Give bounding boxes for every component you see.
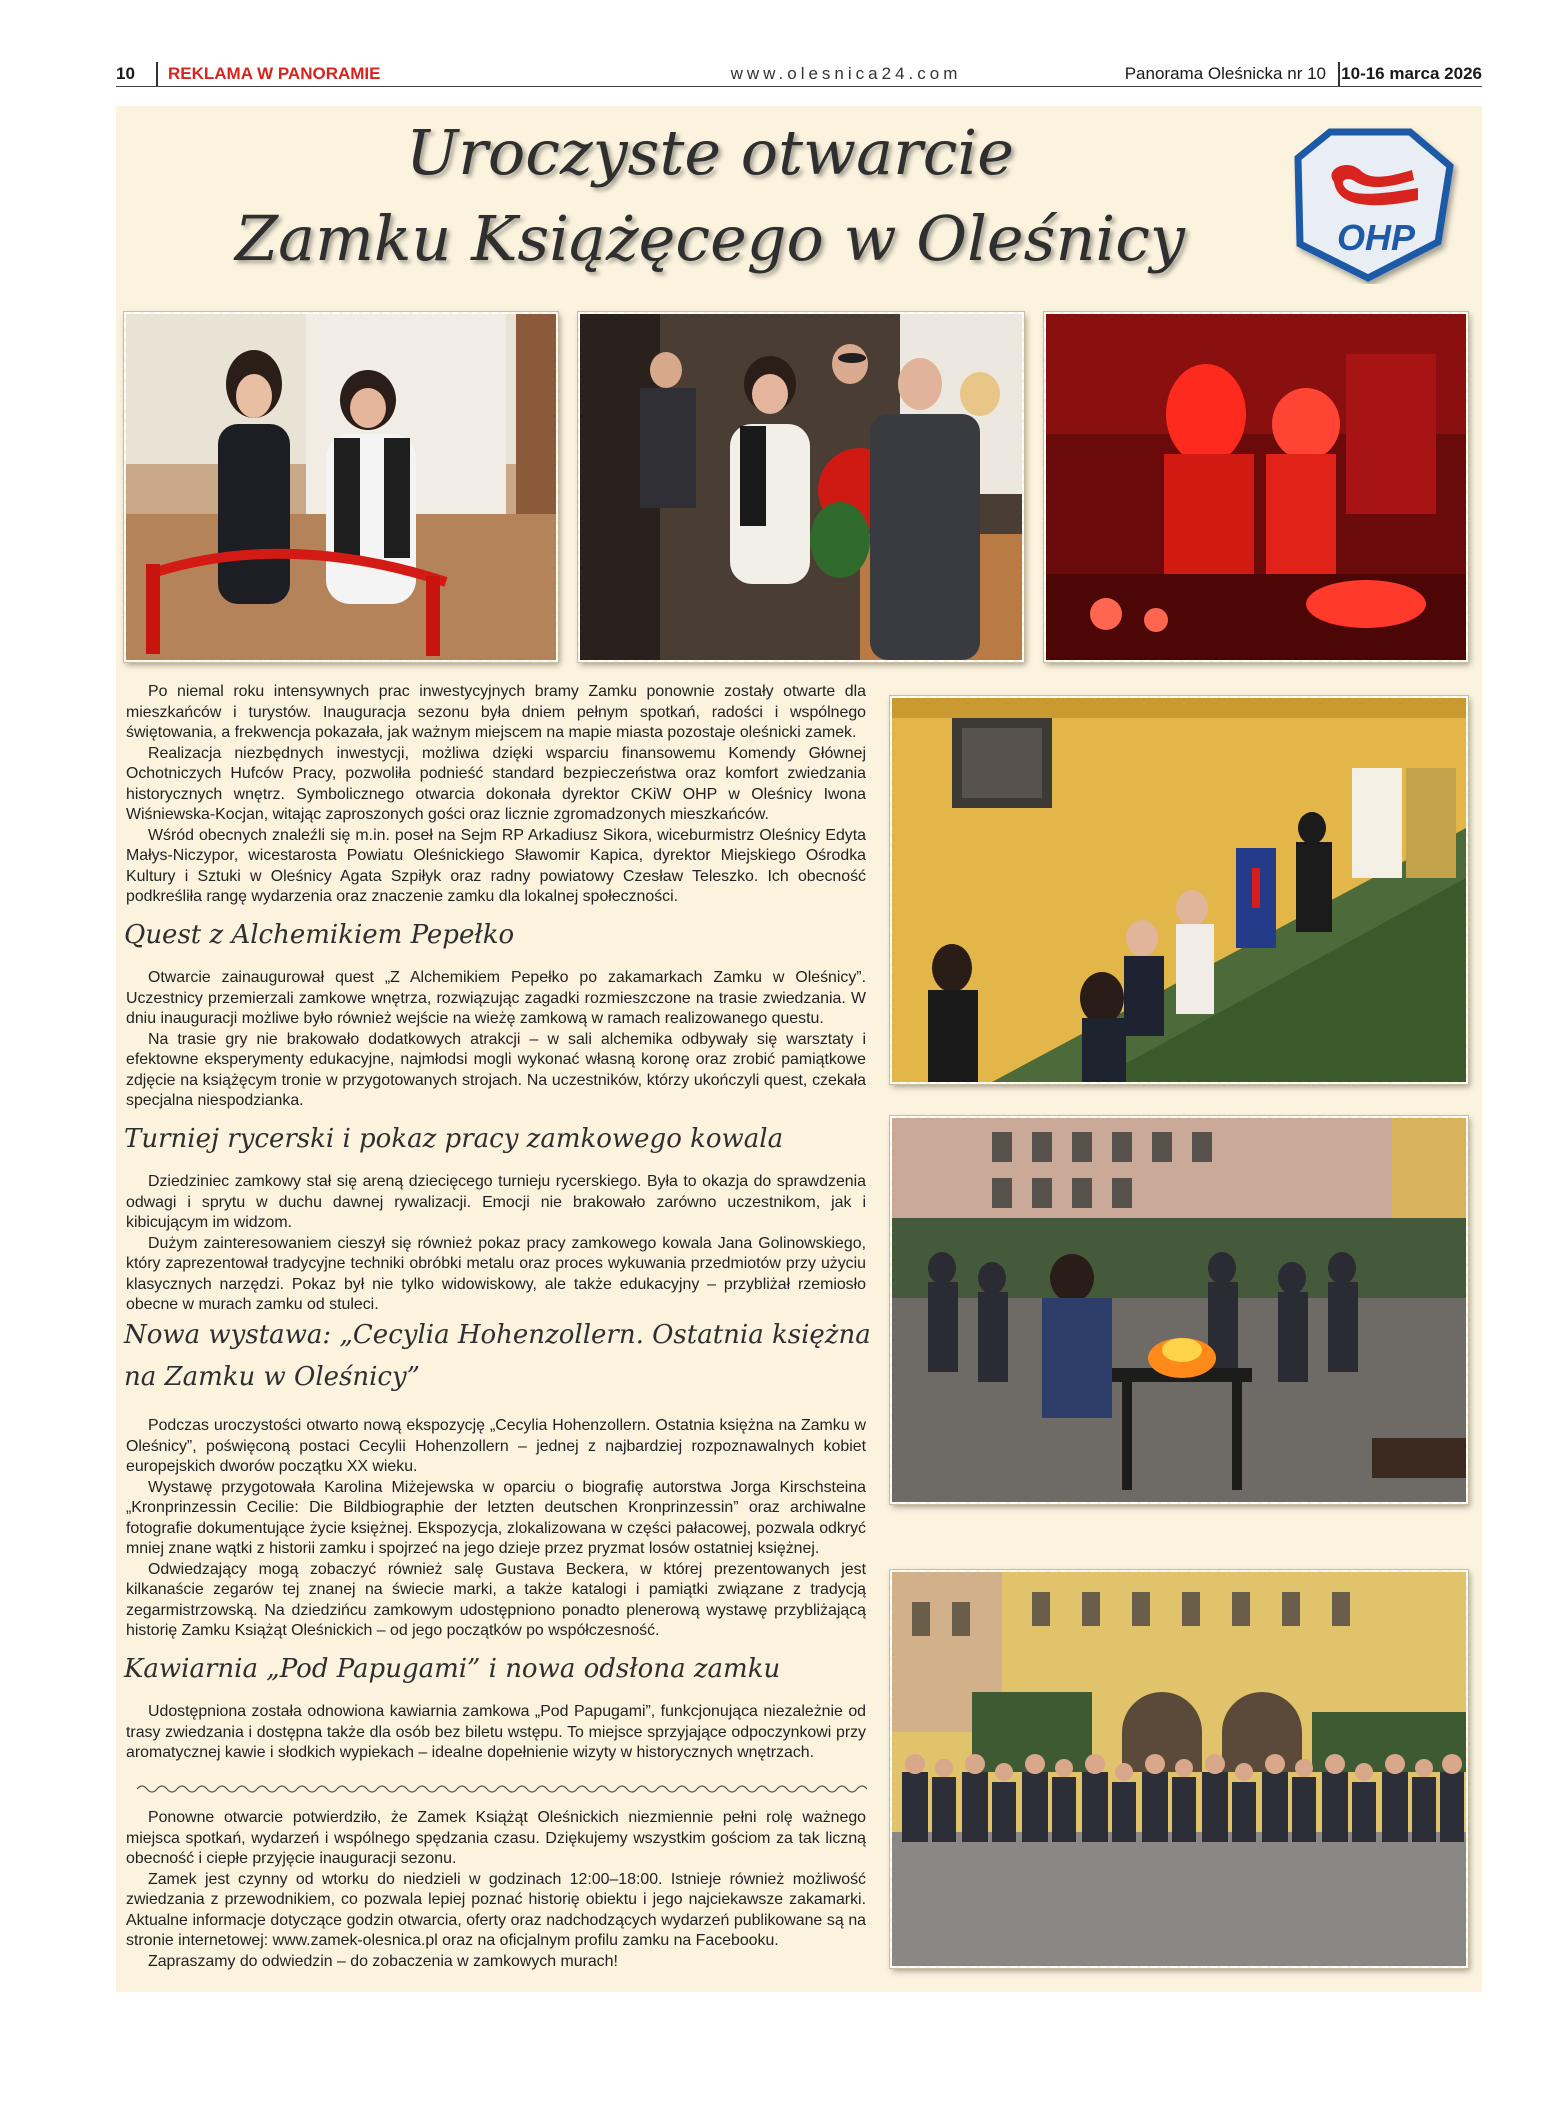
article-closing xyxy=(126,1808,866,1972)
header-divider xyxy=(156,62,158,86)
paragraph: Zapraszamy do odwiedzin – do zobaczenia w zamkowych murach! xyxy=(148,1952,618,1970)
wave-divider xyxy=(137,1782,867,1796)
section-body xyxy=(126,1172,866,1316)
photo-costumed-actors xyxy=(890,696,1468,1084)
paragraph: Podczas uroczystości otwarto nową ekspozycję „Cecylia Hohenzollern. Ostatnia księżna na Zamku w Oleśnicy”, poświęconą postaci Cecylii Hohenzollern – jednej z najbardziej rozpoznawalnych kobiet europejskich dworów początku XX wieku. xyxy=(126,1417,866,1475)
paragraph: Dużym zainteresowaniem cieszył się również pokaz pracy zamkowego kowala Jana Golinowskiego, który zaprezentował tradycyjne techniki obróbki metalu oraz proces wykuwania przedmiotów przy użyciu klasycznych narzędzi. Pokaz był nie tylko widowiskowy, ale także edukacyjny – przybliżał rzemiosło obecne w murach zamku od stuleci. xyxy=(126,1234,866,1313)
photo-blacksmith-forge xyxy=(890,1116,1468,1504)
section-label: REKLAMA W PANORAMIE xyxy=(168,64,381,83)
title-line-1: Uroczyste otwarcie xyxy=(406,116,1014,189)
paragraph: Dziedziniec zamkowy stał się areną dziecięcego turnieju rycerskiego. Była to okazja do sprawdzenia odwagi i sprytu w duchu dawnej rywalizacji. Emocji nie brakowało zarówno uczestnikom, jak i kibicującym im widzom. xyxy=(126,1173,866,1231)
page-header xyxy=(116,60,1482,88)
page-title xyxy=(150,112,1270,284)
paragraph: Na trasie gry nie brakowało dodatkowych atrakcji – w sali alchemika odbywały się warsztaty i efektowne eksperymenty edukacyjne, najmłodsi mogli wykonać własną koronę oraz zrobić pamiątkowe zdjęcie na książęcym tronie w przygotowanych strojach. Na uczestników, którzy ukończyli quest, czekała specjalna niespodzianka. xyxy=(126,1030,866,1109)
paragraph: Odwiedzający mogą zobaczyć również salę Gustava Beckera, w której prezentowanych jest kilkanaście zegarów tej znanej na świecie marki, a także katalogi i pamiątki związane z tradycją zegarmistrzowską. Na dziedzińcu zamkowym udostępniono ponadto plenerową wystawę przybliżającą historię Zamku Książąt Oleśnickich – od jego początków po współczesność. xyxy=(126,1560,866,1639)
paragraph: Udostępniona została odnowiona kawiarnia zamkowa „Pod Papugami”, funkcjonująca niezależnie od trasy zwiedzania i dostępna także dla osób bez biletu wstępu. To miejsce sprzyjające odpoczynkowi przy aromatycznej kawie i słodkich wypiekach – idealne dopełnienie wizyty w historycznych wnętrzach. xyxy=(126,1703,866,1761)
paragraph: Wśród obecnych znaleźli się m.in. poseł na Sejm RP Arkadiusz Sikora, wiceburmistrz Oleśnicy Edyta Małys-Niczypor, wicestarosta Powiatu Oleśnickiego Sławomir Kapica, dyrektor Miejskiego Ośrodka Kultury i Sztuki w Oleśnicy Agata Szpiłyk oraz radny powiatowy Czesław Teleszko. Ich obecność podkreśliła rangę wydarzenia oraz znaczenie zamku dla lokalnej społeczności. xyxy=(126,826,866,905)
article-intro xyxy=(126,682,866,908)
paragraph: Wystawę przygotowała Karolina Miżejewska w oparciu o biografię autorstwa Jorga Kirschsteina „Kronprinzessin Cecilie: Die Bildbiographie der letzten deutschen Kronprinzessin” oraz archiwalne fotografie dokumentujące życie księżnej. Ekspozycja, zlokalizowana w części pałacowej, pozwala odkryć mniej znane wątki z historii zamku i spojrzeć na jego dzieje przez pryzmat losów ostatniej księżnej. xyxy=(126,1478,866,1557)
ohp-logo xyxy=(1290,124,1460,284)
section-body xyxy=(126,1416,866,1642)
header-divider xyxy=(1338,62,1340,86)
paragraph: Zamek jest czynny od wtorku do niedzieli w godzinach 12:00–18:00. Istnieje również możliwość zwiedzania z przewodnikiem, co pozwala lepiej poznać historię obiektu i jego najciekawsze zakamarki. Aktualne informacje dotyczące godzin otwarcia, oferty oraz nadchodzących wydarzeń publikowane są na stronie internetowej: www.zamek-olesnica.pl oraz na oficjalnym profilu zamku na Facebooku. xyxy=(126,1870,866,1949)
section-body xyxy=(126,1702,866,1764)
paragraph: Realizacja niezbędnych inwestycji, możliwa dzięki wsparciu finansowemu Komendy Głównej Ochotniczych Hufców Pracy, pozwoliła podnieść standard bezpieczeństwa oraz komfort zwiedzania historycznych wnętrz. Symbolicznego otwarcia dokonała dyrektor CKiW OHP w Oleśnicy Iwona Wiśniewska-Kocjan, witając zaproszonych gości oraz licznie zgromadzonych mieszkańców. xyxy=(126,744,866,823)
photo-guests-bouquet xyxy=(578,312,1024,662)
paragraph: Ponowne otwarcie potwierdziło, że Zamek Książąt Oleśnickich niezmiennie pełni rolę ważnego miejsca spotkań, wydarzeń i wspólnego spędzania czasu. Dziękujemy wszystkim gościom za tak liczną obecność i ciepłe przyjęcie inauguracji sezonu. xyxy=(126,1809,866,1867)
website-link[interactable]: www.olesnica24.com xyxy=(730,64,962,83)
photo-courtyard-crowd xyxy=(890,1570,1468,1968)
section-body xyxy=(126,968,866,1112)
publication-name: Panorama Oleśnicka nr 10 xyxy=(1124,64,1326,83)
paragraph: Otwarcie zainaugurował quest „Z Alchemikiem Pepełko po zakamarkach Zamku w Oleśnicy”. Uczestnicy przemierzali zamkowe wnętrza, rozwiązując zagadki rozmieszczone na trasie zwiedzania. W dniu inauguracji możliwe było również wejście na wieżę zamkową w ramach realizowanego questu. xyxy=(126,969,866,1027)
section-heading: Nowa wystawa: „Cecylia Hohenzollern. Ostatnia księżna xyxy=(124,1320,871,1350)
section-heading: Turniej rycerski i pokaz pracy zamkowego kowala xyxy=(124,1124,784,1154)
header-rule xyxy=(116,86,1482,87)
section-heading: Kawiarnia „Pod Papugami” i nowa odsłona zamku xyxy=(124,1654,781,1684)
section-heading: Quest z Alchemikiem Pepełko xyxy=(124,920,515,950)
issue-date: 10-16 marca 2026 xyxy=(1341,64,1482,83)
page-number: 10 xyxy=(116,64,135,83)
paragraph: Po niemal roku intensywnych prac inwestycyjnych bramy Zamku ponownie zostały otwarte dla mieszkańców i turystów. Inauguracja sezonu była dniem pełnym spotkań, radości i wspólnego świętowania, a frekwencja pokazała, jak ważnym miejscem na mapie miasta pozostaje oleśnicki zamek. xyxy=(126,683,866,741)
title-line-2: Zamku Książęcego w Oleśnicy xyxy=(235,202,1185,275)
section-heading: na Zamku w Oleśnicy” xyxy=(124,1362,420,1392)
photo-ribbon-cutting xyxy=(124,312,558,662)
photo-red-lit-room xyxy=(1044,312,1468,662)
logo-text: OHP xyxy=(1336,217,1416,258)
